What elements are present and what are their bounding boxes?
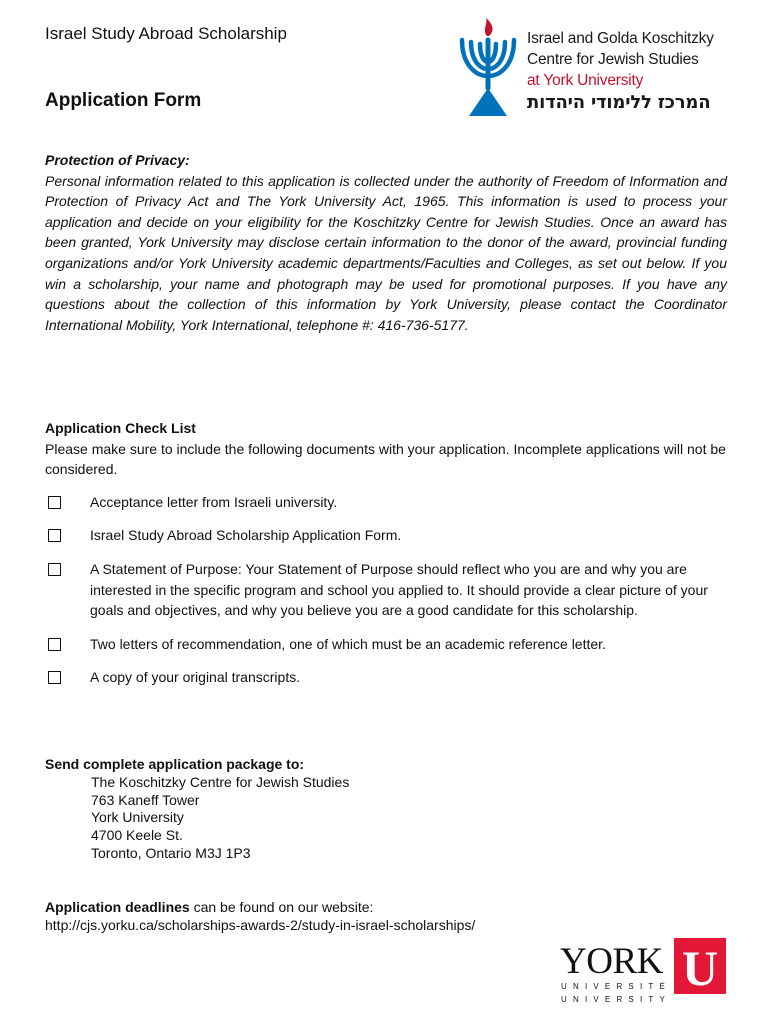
checklist-item-text: Two letters of recommendation, one of which must be an academic reference letter. — [90, 635, 606, 652]
deadline-rest: can be found on our website: — [189, 899, 374, 915]
cjs-logo-line1: Israel and Golda Koschitzky — [527, 30, 714, 47]
mailing-address — [91, 774, 349, 863]
checklist-item — [45, 525, 727, 546]
checklist-items — [45, 492, 727, 688]
send-section — [45, 756, 349, 863]
document-title: Israel Study Abroad Scholarship — [45, 24, 287, 43]
privacy-text: Personal information related to this application is collected under the authority of Freedom of Information and Protection of Privacy Act and The York University Act, 1965. This information is used to process your application and decide on your eligibility for the Koschitzky Centre for Jewish Studies. Once an award has been granted, York University may disclose certain information to the donor of the award, provincial funding organizations and/or York University academic departments/Faculties and Colleges, as set out below. If you win a scholarship, your name and photograph may be used for promotional purposes. If you have any questions about the collection of this information by York University, please contact the Coordinator International Mobility, York International, telephone #: 416-736-5177. — [45, 172, 727, 333]
deadline-text — [45, 898, 475, 916]
checkbox-icon[interactable] — [48, 563, 61, 576]
address-line: Toronto, Ontario M3J 1P3 — [91, 844, 251, 861]
address-line: 763 Kaneff Tower — [91, 791, 200, 808]
menorah-icon — [455, 18, 525, 118]
checklist-item-text: A copy of your original transcripts. — [90, 669, 301, 686]
checklist-item-text: Acceptance letter from Israeli university. — [90, 493, 338, 510]
york-university: UNIVERSITY — [561, 995, 672, 1004]
privacy-heading: Protection of Privacy: — [45, 152, 190, 168]
checklist-item — [45, 667, 727, 688]
address-line: York University — [91, 809, 184, 826]
deadline-bold: Application deadlines — [45, 899, 190, 915]
checkbox-icon[interactable] — [48, 529, 61, 542]
checklist-item-text: Israel Study Abroad Scholarship Application Form. — [90, 527, 402, 544]
checklist-item — [45, 559, 727, 621]
checklist-intro: Please make sure to include the following documents with your application. Incomplete applications will not be considered. — [45, 440, 726, 478]
send-heading: Send complete application package to: — [45, 756, 305, 772]
cjs-logo — [455, 18, 755, 128]
deadline-section — [45, 898, 475, 934]
privacy-section — [45, 150, 727, 335]
york-universite: UNIVERSITÉ — [561, 982, 672, 991]
checklist-item — [45, 634, 727, 655]
address-line: 4700 Keele St. — [91, 827, 183, 844]
checkbox-icon[interactable] — [48, 671, 61, 684]
checklist-item-text: A Statement of Purpose: Your Statement of Purpose should reflect who you are and why you are interested in the specific program and school you applied to. It should provide a clear picture of your goals and objectives, and why you believe you are a good candidate for this scholarship. — [90, 560, 708, 619]
cjs-logo-line3: at York University — [527, 72, 644, 89]
website-link[interactable]: http://cjs.yorku.ca/scholarships-awards-2/study-in-israel-scholarships/ — [45, 917, 476, 933]
checklist-heading: Application Check List — [45, 420, 196, 436]
york-u-letter: U — [681, 940, 719, 994]
checkbox-icon[interactable] — [48, 496, 61, 509]
york-wordmark: YORK — [560, 941, 663, 982]
york-university-logo — [558, 938, 728, 1008]
form-title: Application Form — [45, 90, 202, 111]
checkbox-icon[interactable] — [48, 638, 61, 651]
checklist-item — [45, 492, 727, 513]
checklist-section — [45, 418, 727, 701]
cjs-logo-line2: Centre for Jewish Studies — [527, 51, 699, 68]
cjs-logo-hebrew: המרכז ללימודי היהדות — [527, 92, 711, 113]
york-u-icon — [674, 938, 726, 994]
address-line: The Koschitzky Centre for Jewish Studies — [91, 773, 350, 790]
